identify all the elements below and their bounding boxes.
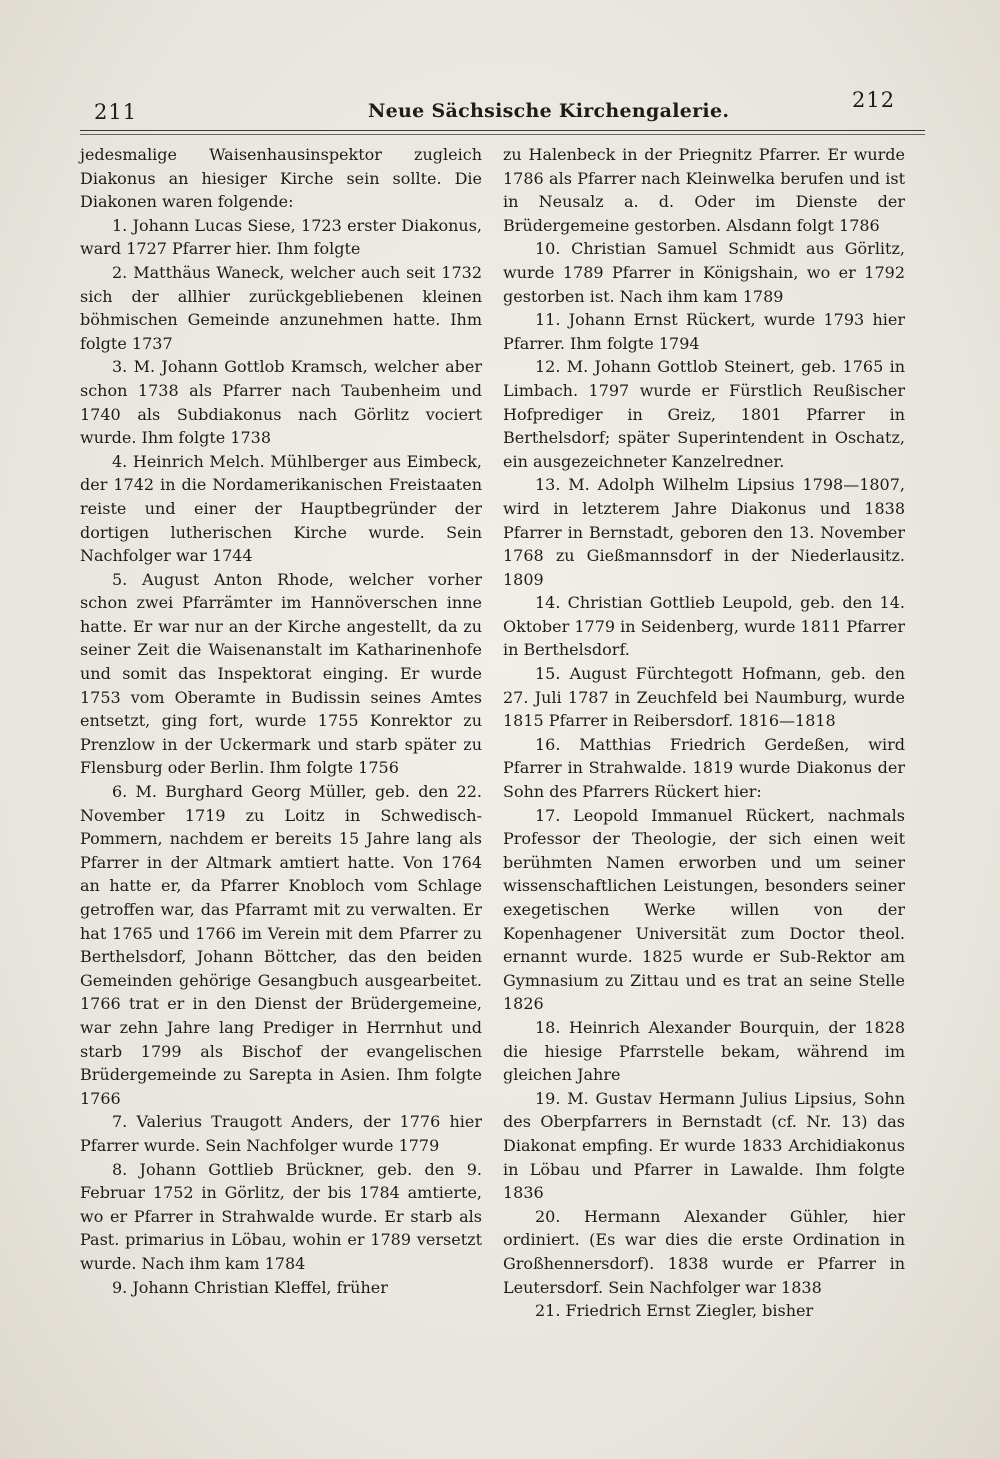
left-column bbox=[80, 143, 482, 1299]
page-header bbox=[0, 86, 1000, 126]
entry-5: 5. August Anton Rhode, welcher vorher schon zwei Pfarrämter im Hannöverschen inne hatte. Er war nur an der Kirche angestellt, da zu seiner Zeit die Waisenanstalt im Katharinenhofe und somit das Inspektorat einging. Er wurde 1753 vom Oberamte in Budissin seines Amtes entsetzt, ging fort, wurde 1755 Konrektor zu Prenzlow in der Uckermark und starb später zu Flensburg oder Berlin. Ihm folgte 1756 bbox=[80, 569, 482, 778]
entry-11: 11. Johann Ernst Rückert, wurde 1793 hier Pfarrer. Ihm folgte 1794 bbox=[503, 310, 905, 353]
page-number-right: 212 bbox=[852, 88, 896, 112]
entry-14: 14. Christian Gottlieb Leupold, geb. den 14. Oktober 1779 in Seidenberg, wurde 1811 Pfarrer in Berthelsdorf. bbox=[503, 593, 905, 660]
entry-19: 19. M. Gustav Hermann Julius Lipsius, Sohn des Oberpfarrers in Bernstadt (cf. Nr. 13) das Diakonat empfing. Er wurde 1833 Archidiakonus in Löbau und Pfarrer in Lawalde. Ihm folgte 1836 bbox=[503, 1088, 905, 1203]
entry-1: 1. Johann Lucas Siese, 1723 erster Diakonus, ward 1727 Pfarrer hier. Ihm folgte bbox=[80, 215, 482, 259]
page-number-left: 211 bbox=[94, 100, 138, 124]
entry-9: 9. Johann Christian Kleffel, früher bbox=[112, 1277, 388, 1297]
header-rule bbox=[80, 130, 925, 131]
paragraph: jedesmalige Waisenhausinspektor zugleich Diakonus an hiesiger Kirche sein sollte. Die Diakonen waren folgende: bbox=[80, 145, 482, 212]
header-rule-thin bbox=[80, 134, 925, 135]
paragraph-continued: zu Halenbeck in der Priegnitz Pfarrer. Er wurde 1786 als Pfarrer nach Kleinwelka berufen und ist in Neusalz a. d. Oder im Dienste der Brüdergemeine gestorben. Alsdann folgt 1786 bbox=[503, 145, 905, 235]
entry-7: 7. Valerius Traugott Anders, der 1776 hier Pfarrer wurde. Sein Nachfolger wurde 1779 bbox=[80, 1112, 482, 1155]
entry-8: 8. Johann Gottlieb Brückner, geb. den 9. Februar 1752 in Görlitz, der bis 1784 amtierte, wo er Pfarrer in Strahwalde wurde. Er starb als Past. primarius in Löbau, wohin er 1789 versetzt wurde. Nach ihm kam 1784 bbox=[80, 1159, 482, 1273]
entry-17: 17. Leopold Immanuel Rückert, nachmals Professor der Theologie, der sich einen weit berühmten Namen erworben und um seiner wissenschaftlichen Leistungen, besonders seiner exegetischen Werke willen von der Kopenhagener Universität zum Doctor theol. ernannt wurde. 1825 wurde er Sub-Rektor am Gymnasium zu Zittau und es trat an seine Stelle 1826 bbox=[503, 805, 905, 1014]
entry-20: 20. Hermann Alexander Gühler, hier ordiniert. (Es war dies die erste Ordination in Großhennersdorf). 1838 wurde er Pfarrer in Leutersdorf. Sein Nachfolger war 1838 bbox=[503, 1206, 905, 1297]
entry-6: 6. M. Burghard Georg Müller, geb. den 22. November 1719 zu Loitz in Schwedisch-Pommern, nachdem er bereits 15 Jahre lang als Pfarrer in der Altmark amtiert hatte. Von 1764 an hatte er, da Pfarrer Knobloch vom Schlage getroffen war, das Pfarramt mit zu verwalten. Er hat 1765 und 1766 im Verein mit dem Pfarrer zu Berthelsdorf, Johann Böttcher, das den beiden Gemeinden gehörige Gesangbuch ausgearbeitet. 1766 trat er in den Dienst der Brüdergemeine, war zehn Jahre lang Prediger in Herrnhut und starb 1799 als Bischof der evangelischen Brüdergemeinde zu Sarepta in Asien. Ihm folgte 1766 bbox=[80, 782, 482, 1108]
right-column bbox=[503, 143, 905, 1323]
entry-2: 2. Matthäus Waneck, welcher auch seit 1732 sich der allhier zurückgebliebenen kleinen böhmischen Gemeinde anzunehmen hatte. Ihm folgte 1737 bbox=[80, 262, 482, 353]
entry-4: 4. Heinrich Melch. Mühlberger aus Eimbeck, der 1742 in die Nordamerikanischen Freistaaten reiste und einer der Hauptbegründer der dortigen lutherischen Kirche wurde. Sein Nachfolger war 1744 bbox=[80, 451, 482, 566]
entry-21: 21. Friedrich Ernst Ziegler, bisher bbox=[535, 1301, 814, 1321]
entry-16: 16. Matthias Friedrich Gerdeßen, wird Pfarrer in Strahwalde. 1819 wurde Diakonus der Sohn des Pfarrers Rückert hier: bbox=[503, 734, 905, 802]
running-title: Neue Sächsische Kirchengalerie. bbox=[368, 100, 730, 122]
entry-3: 3. M. Johann Gottlob Kramsch, welcher aber schon 1738 als Pfarrer nach Taubenheim und 1740 als Subdiakonus nach Görlitz vociert wurde. Ihm folgte 1738 bbox=[80, 357, 482, 448]
entry-15: 15. August Fürchtegott Hofmann, geb. den 27. Juli 1787 in Zeuchfeld bei Naumburg, wurde 1815 Pfarrer in Reibersdorf. 1816—1818 bbox=[503, 664, 905, 731]
entry-18: 18. Heinrich Alexander Bourquin, der 1828 die hiesige Pfarrstelle bekam, während im gleichen Jahre bbox=[503, 1017, 905, 1085]
entry-12: 12. M. Johann Gottlob Steinert, geb. 1765 in Limbach. 1797 wurde er Fürstlich Reußischer Hofprediger in Greiz, 1801 Pfarrer in Berthelsdorf; später Superintendent in Oschatz, ein ausgezeichneter Kanzelredner. bbox=[503, 357, 905, 471]
entry-13: 13. M. Adolph Wilhelm Lipsius 1798—1807, wird in letzterem Jahre Diakonus und 1838 Pfarrer in Bernstadt, geboren den 13. November 1768 zu Gießmannsdorf in der Niederlausitz. 1809 bbox=[503, 475, 905, 589]
entry-10: 10. Christian Samuel Schmidt aus Görlitz, wurde 1789 Pfarrer in Königshain, wo er 1792 gestorben ist. Nach ihm kam 1789 bbox=[503, 239, 905, 306]
